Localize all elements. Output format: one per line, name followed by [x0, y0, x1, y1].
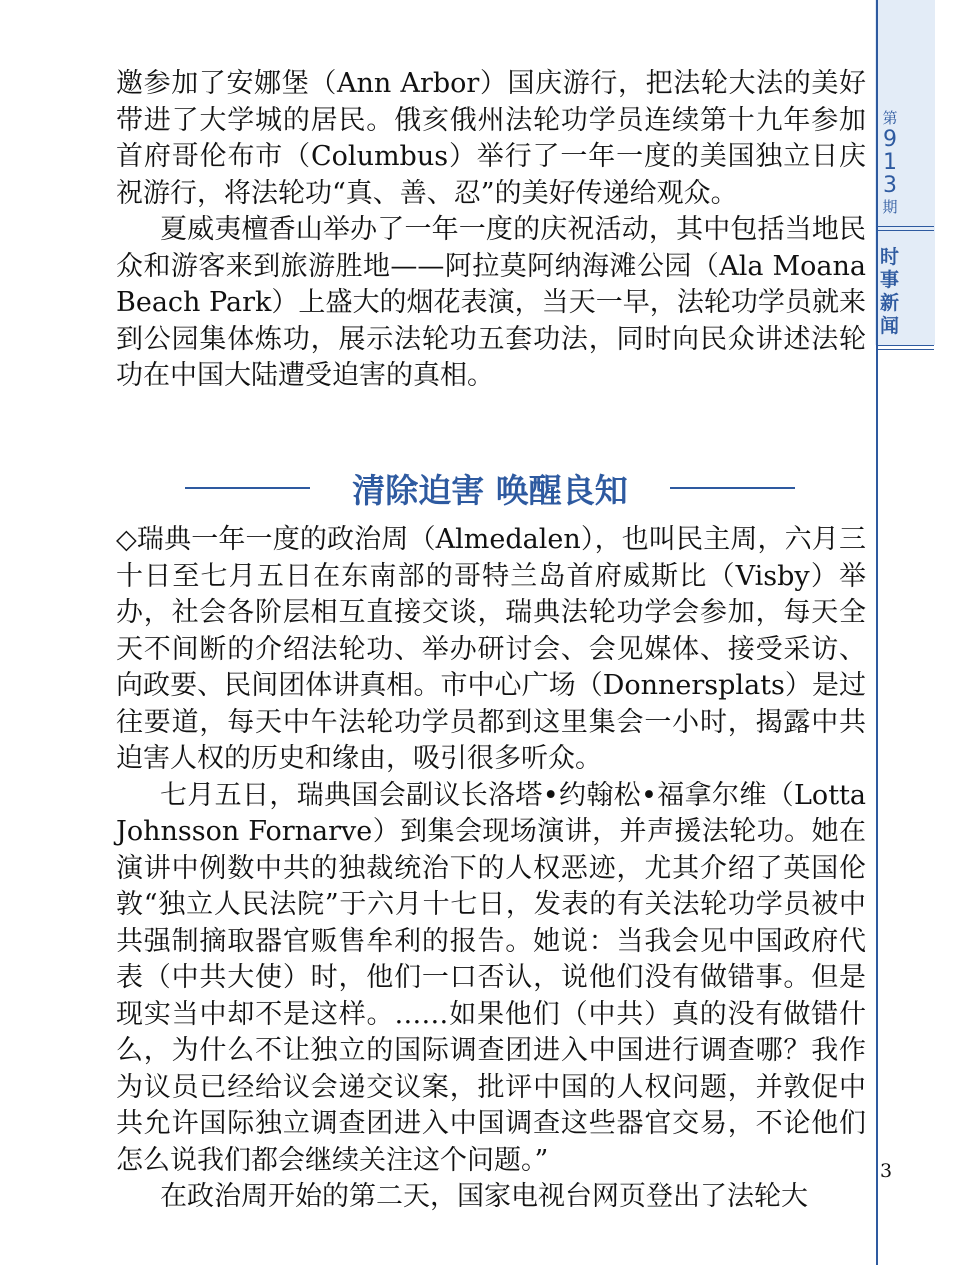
- issue-digit: 3: [883, 173, 897, 198]
- section-heading: [185, 462, 795, 514]
- issue-prefix: 第: [882, 109, 898, 127]
- section-title: 清除迫害 唤醒良知: [352, 470, 628, 510]
- heading-rule-right: [670, 487, 795, 489]
- issue-digit: 9: [883, 127, 897, 152]
- issue-number-label: [880, 108, 900, 217]
- sidebar-rule-top: [876, 226, 934, 231]
- heading-rule-left: [185, 487, 310, 489]
- top-article-text: [116, 66, 866, 395]
- page-number: 3: [880, 1160, 893, 1182]
- paragraph: 邀参加了安娜堡（Ann Arbor）国庆游行，把法轮大法的美好带进了大学城的居民。俄亥俄州法轮功学员连续第十九年参加首府哥伦布市（Columbus）举行了一年一度的美国独立日庆祝游行，将法轮功“真、善、忍”的美好传递给观众。: [116, 68, 866, 209]
- paragraph: ◇瑞典一年一度的政治周（Almedalen），也叫民主周，六月三十日至七月五日在东南部的哥特兰岛首府威斯比（Visby）举办，社会各阶层相互直接交谈，瑞典法轮功学会参加，每天全天不间断的介绍法轮功、举办研讨会、会见媒体、接受采访、向政要、民间团体讲真相。市中心广场（Donnersplats）是过往要道，每天中午法轮功学员都到这里集会一小时，揭露中共迫害人权的历史和缘由，吸引很多听众。: [116, 524, 866, 774]
- sidebar-rule-bottom: [876, 345, 934, 350]
- bottom-article-text: [116, 522, 866, 1216]
- paragraph: 夏威夷檀香山举办了一年一度的庆祝活动，其中包括当地民众和游客来到旅游胜地——阿拉莫阿纳海滩公园（Ala Moana Beach Park）上盛大的烟花表演，当天一早，法轮功学员就来到公园集体炼功，展示法轮功五套功法，同时向民众讲述法轮功在中国大陆遭受迫害的真相。: [116, 214, 866, 391]
- issue-digit: 1: [883, 150, 897, 175]
- issue-suffix: 期: [882, 198, 898, 216]
- sidebar-divider-line: [876, 0, 878, 1265]
- paragraph: 在政治周开始的第二天，国家电视台网页登出了法轮大: [160, 1181, 808, 1212]
- section-label: 时事新闻: [880, 246, 900, 337]
- paragraph: 七月五日，瑞典国会副议长洛塔•约翰松•福拿尔维（Lotta Johnsson Fornarve）到集会现场演讲，并声援法轮功。她在演讲中例数中共的独裁统治下的人权恶迹，尤其介绍了英国伦敦“独立人民法院”于六月十七日，发表的有关法轮功学员被中共强制摘取器官贩售牟利的报告。她说：当我会见中国政府代表（中共大使）时，他们一口否认，说他们没有做错事。但是现实当中却不是这样。……如果他们（中共）真的没有做错什么，为什么不让独立的国际调查团进入中国进行调查哪？我作为议员已经给议会递交议案，批评中国的人权问题，并敦促中共允许国际独立调查团进入中国调查这些器官交易，不论他们怎么说我们都会继续关注这个问题。”: [116, 779, 866, 1176]
